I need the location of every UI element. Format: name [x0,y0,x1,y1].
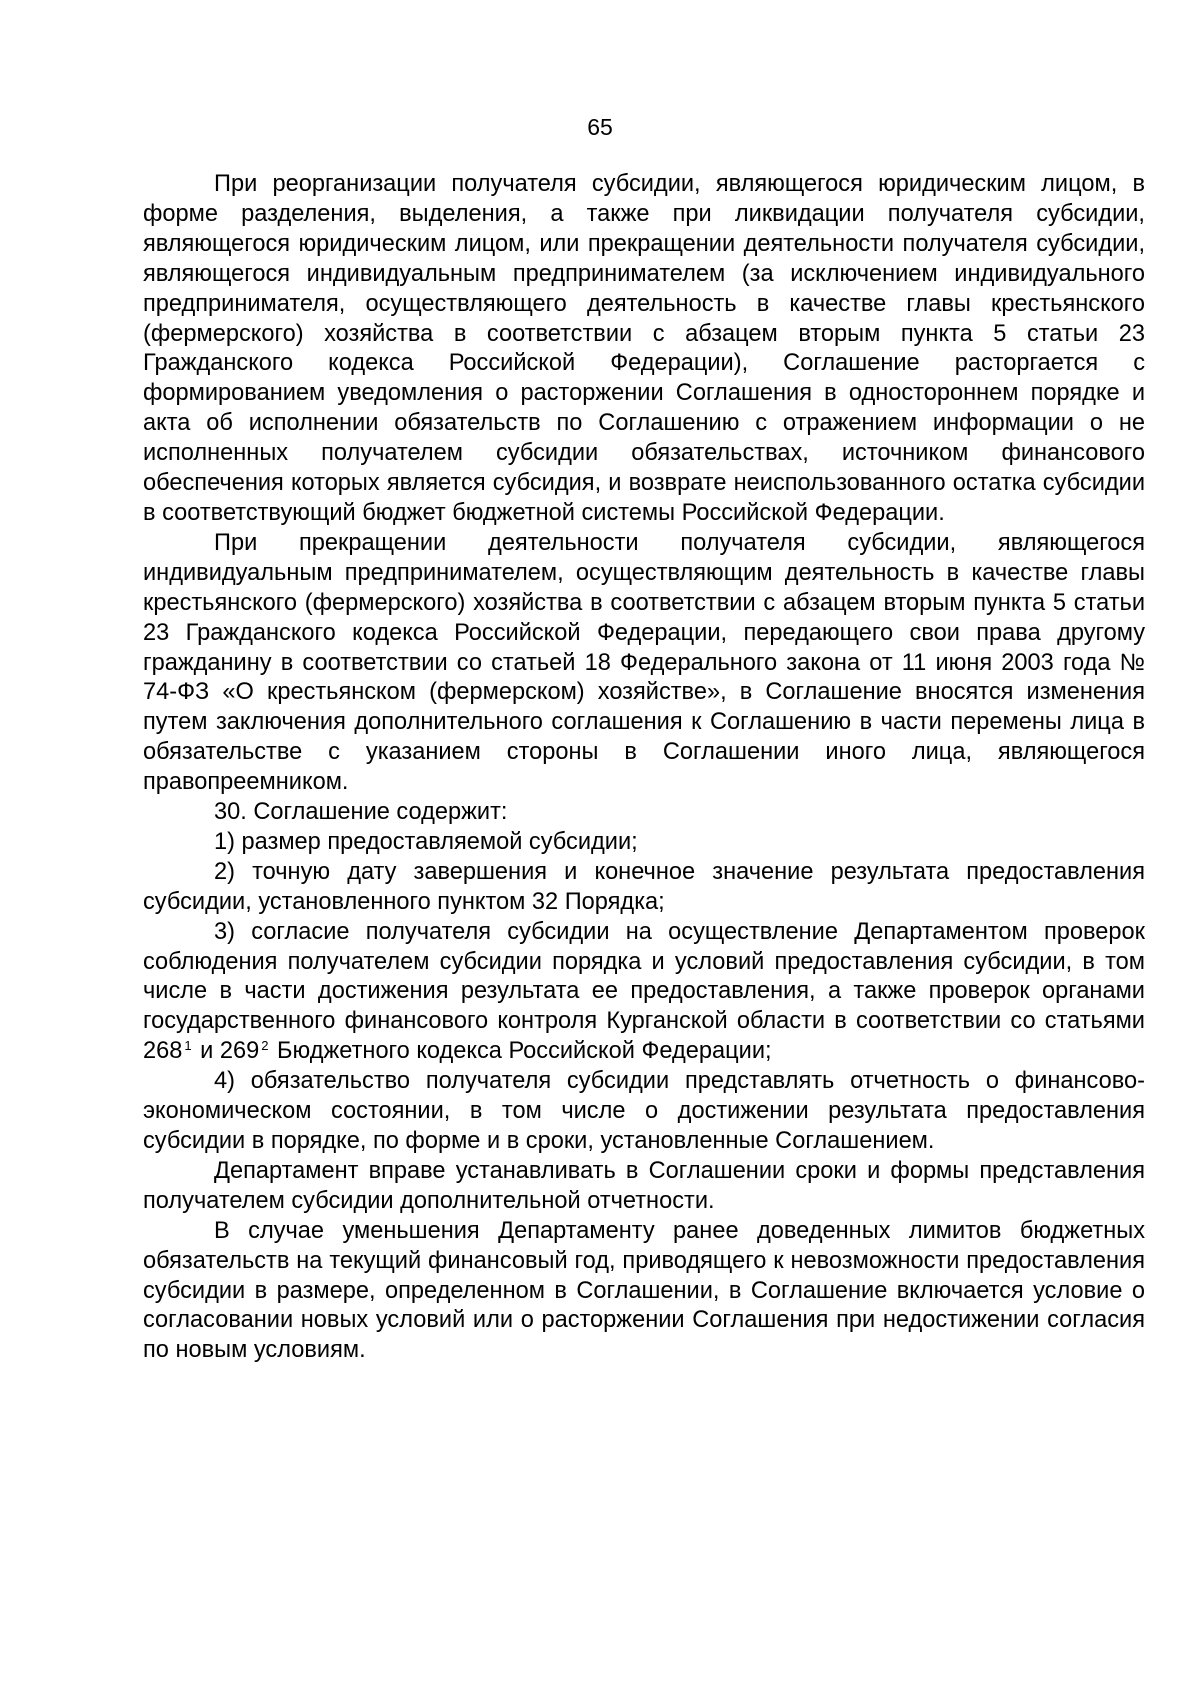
paragraph-reorganization: При реорганизации получателя субсидии, являющегося юридическим лицом, в форме разделения, выделения, а также при ликвидации получателя субсидии, являющегося юридическим лицом, или прекращении деятельности получателя субсидии, являющегося индивидуальным предпринимателем (за исключением индивидуального предпринимателя, осуществляющего деятельность в качестве главы крестьянского (фермерского) хозяйства в соответствии с абзацем вторым пункта 5 статьи 23 Гражданского кодекса Российской Федерации), Соглашение расторгается с формированием уведомления о расторжении Соглашения в одностороннем порядке и акта об исполнении обязательств по Соглашению с отражением информации о не исполненных получателем субсидии обязательствах, источником финансового обеспечения которых является субсидия, и возврате неиспользованного остатка субсидии в соответствующий бюджет бюджетной системы Российской Федерации. [143,171,1145,526]
list-item-subsidy-amount: 1) размер предоставляемой субсидии; [214,828,638,855]
superscript-2: 2 [261,1038,269,1054]
consent-text-part-3: Бюджетного кодекса Российской Федерации; [270,1038,772,1065]
paragraph-termination-farmer: При прекращении деятельности получателя субсидии, являющегося индивидуальным предпринимателем, осуществляющим деятельность в качестве главы крестьянского (фермерского) хозяйства в соответствии с абзацем вторым пункта 5 статьи 23 Гражданского кодекса Российской Федерации, передающего свои права другому гражданину в соответствии со статьей 18 Федерального закона от 11 июня 2003 года № 74-ФЗ «О крестьянском (фермерском) хозяйстве», в Соглашение вносятся изменения путем заключения дополнительного соглашения к Соглашению в части перемены лица в обязательстве с указанием стороны в Соглашении иного лица, являющегося правопреемником. [143,529,1145,796]
list-item-consent-inspections [143,918,1145,1068]
page-number: 65 [587,114,613,140]
list-item-reporting-obligation: 4) обязательство получателя субсидии представлять отчетность о финансово-экономическом состоянии, в том числе о достижении результата предоставления субсидии в порядке, по форме и в сроки, установленные Соглашением. [143,1068,1145,1154]
paragraph-limit-reduction: В случае уменьшения Департаменту ранее доведенных лимитов бюджетных обязательств на текущий финансовый год, приводящего к невозможности предоставления субсидии в размере, определенном в Соглашении, в Соглашение включается условие о согласовании новых условий или о расторжении Соглашения при недостижении согласия по новым условиям. [143,1217,1145,1364]
document-body [143,170,1145,1366]
consent-text-part-1: 3) согласие получателя субсидии на осуществление Департаментом проверок соблюдения получателем субсидии порядка и условий предоставления субсидии, в том числе в части достижения результата ее предоставления, а также проверок органами государственного финансового контроля Курганской области в соответствии со статьями 268 [143,918,1145,1065]
paragraph-agreement-contents-heading: 30. Соглашение содержит: [214,799,508,826]
superscript-1: 1 [184,1038,192,1054]
list-item-completion-date: 2) точную дату завершения и конечное значение результата предоставления субсидии, установленного пунктом 32 Порядка; [143,858,1145,915]
consent-text-part-2: и 269 [193,1038,260,1065]
paragraph-additional-reporting: Департамент вправе устанавливать в Соглашении сроки и формы представления получателем субсидии дополнительной отчетности. [143,1157,1145,1214]
